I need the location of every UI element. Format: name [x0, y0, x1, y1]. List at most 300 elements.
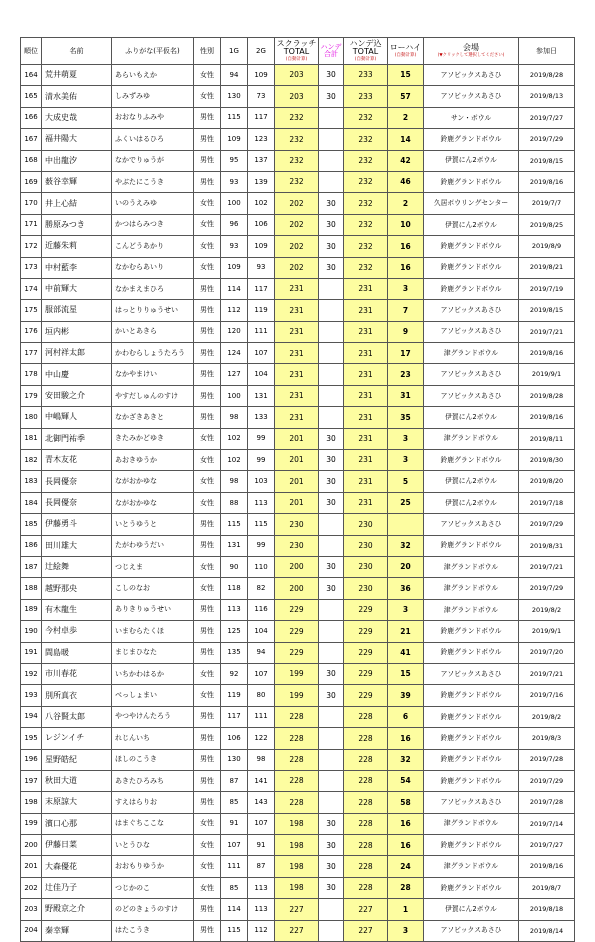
cell-venue[interactable]: 伊賀にん2ボウル	[424, 214, 519, 235]
cell-handicap	[319, 728, 344, 749]
cell-name: 荒井萌夏	[42, 65, 112, 86]
cell-sex: 男性	[194, 749, 221, 770]
cell-game2: 91	[248, 835, 275, 856]
cell-sex: 男性	[194, 899, 221, 920]
header-venue-label: 会場	[463, 42, 479, 52]
cell-lohi: 9	[388, 321, 424, 342]
cell-scratch-total: 231	[275, 300, 319, 321]
cell-game2: 113	[248, 899, 275, 920]
table-row	[21, 407, 575, 428]
cell-rank: 198	[21, 792, 42, 813]
cell-handicap: 30	[319, 471, 344, 492]
cell-date: 2019/8/16	[519, 407, 575, 428]
cell-date: 2019/8/28	[519, 385, 575, 406]
cell-name: 末原諒大	[42, 792, 112, 813]
header-venue-note: (▼クリックして選択してください)	[437, 52, 505, 58]
cell-rank: 166	[21, 107, 42, 128]
cell-venue[interactable]: 鈴鹿グランドボウル	[424, 877, 519, 898]
cell-lohi: 5	[388, 471, 424, 492]
cell-venue[interactable]: 鈴鹿グランドボウル	[424, 450, 519, 471]
cell-rank: 172	[21, 236, 42, 257]
cell-venue[interactable]: 鈴鹿グランドボウル	[424, 835, 519, 856]
cell-sex: 男性	[194, 321, 221, 342]
cell-venue[interactable]: 津グランドボウル	[424, 856, 519, 877]
table-row	[21, 920, 575, 941]
cell-name: レジンイチ	[42, 728, 112, 749]
cell-venue[interactable]: 鈴鹿グランドボウル	[424, 278, 519, 299]
cell-venue[interactable]: 鈴鹿グランドボウル	[424, 770, 519, 791]
cell-lohi: 2	[388, 107, 424, 128]
cell-date: 2019/7/19	[519, 278, 575, 299]
table-row	[21, 792, 575, 813]
cell-venue[interactable]: 鈴鹿グランドボウル	[424, 685, 519, 706]
cell-name: 有木龍生	[42, 599, 112, 620]
cell-venue[interactable]: 鈴鹿グランドボウル	[424, 642, 519, 663]
cell-handicap: 30	[319, 86, 344, 107]
cell-name: 近藤朱莉	[42, 236, 112, 257]
cell-handicap-total: 231	[344, 321, 388, 342]
cell-lohi: 42	[388, 150, 424, 171]
cell-date: 2019/8/11	[519, 428, 575, 449]
cell-handicap-total: 231	[344, 407, 388, 428]
cell-rank: 179	[21, 385, 42, 406]
cell-handicap	[319, 599, 344, 620]
cell-rank: 171	[21, 214, 42, 235]
cell-game1: 106	[221, 728, 248, 749]
cell-lohi: 1	[388, 899, 424, 920]
cell-game2: 109	[248, 236, 275, 257]
cell-date: 2019/8/16	[519, 856, 575, 877]
cell-scratch-total: 203	[275, 86, 319, 107]
cell-date: 2019/8/31	[519, 535, 575, 556]
cell-date: 2019/7/21	[519, 556, 575, 577]
cell-venue[interactable]: 鈴鹿グランドボウル	[424, 236, 519, 257]
table-row	[21, 364, 575, 385]
cell-lohi: 24	[388, 856, 424, 877]
cell-venue[interactable]: 久居ボウリングセンター	[424, 193, 519, 214]
cell-game1: 114	[221, 278, 248, 299]
cell-game1: 91	[221, 813, 248, 834]
cell-venue[interactable]: 伊賀にん2ボウル	[424, 150, 519, 171]
cell-date: 2019/7/29	[519, 770, 575, 791]
cell-kana: いのうえみゆ	[112, 193, 194, 214]
cell-scratch-total: 229	[275, 642, 319, 663]
cell-scratch-total: 201	[275, 450, 319, 471]
cell-sex: 男性	[194, 107, 221, 128]
cell-name: 青木友花	[42, 450, 112, 471]
cell-venue[interactable]: 鈴鹿グランドボウル	[424, 706, 519, 727]
cell-lohi: 16	[388, 257, 424, 278]
table-row	[21, 899, 575, 920]
header-handicap-total	[344, 38, 388, 65]
cell-rank: 184	[21, 492, 42, 513]
cell-handicap	[319, 343, 344, 364]
cell-game1: 93	[221, 236, 248, 257]
cell-lohi: 7	[388, 300, 424, 321]
cell-lohi: 57	[388, 86, 424, 107]
cell-game2: 110	[248, 556, 275, 577]
cell-rank: 190	[21, 621, 42, 642]
cell-game1: 130	[221, 749, 248, 770]
cell-kana: たがわゆうだい	[112, 535, 194, 556]
cell-handicap: 30	[319, 556, 344, 577]
cell-name: 中前輝大	[42, 278, 112, 299]
cell-rank: 182	[21, 450, 42, 471]
cell-date: 2019/7/20	[519, 642, 575, 663]
cell-venue[interactable]: 鈴鹿グランドボウル	[424, 257, 519, 278]
cell-venue[interactable]: 伊賀にん2ボウル	[424, 407, 519, 428]
cell-kana: あらいもえか	[112, 65, 194, 86]
cell-handicap	[319, 150, 344, 171]
cell-name: 辻佳乃子	[42, 877, 112, 898]
header-handicap	[319, 38, 344, 65]
cell-date: 2019/7/27	[519, 107, 575, 128]
cell-kana: なかまえまひろ	[112, 278, 194, 299]
cell-kana: おおなりふみや	[112, 107, 194, 128]
cell-sex: 男性	[194, 278, 221, 299]
cell-game2: 104	[248, 621, 275, 642]
table-row	[21, 663, 575, 684]
cell-rank: 187	[21, 556, 42, 577]
cell-date: 2019/7/28	[519, 749, 575, 770]
cell-lohi: 3	[388, 278, 424, 299]
cell-scratch-total: 232	[275, 107, 319, 128]
cell-game2: 82	[248, 578, 275, 599]
cell-scratch-total: 200	[275, 578, 319, 599]
cell-venue[interactable]: 伊賀にん2ボウル	[424, 899, 519, 920]
cell-sex: 男性	[194, 407, 221, 428]
cell-rank: 177	[21, 343, 42, 364]
cell-lohi	[388, 514, 424, 535]
header-sex: 性別	[194, 38, 221, 65]
cell-sex: 男性	[194, 770, 221, 791]
cell-rank: 174	[21, 278, 42, 299]
cell-game2: 73	[248, 86, 275, 107]
cell-kana: まじまひなた	[112, 642, 194, 663]
cell-kana: いちかわはるか	[112, 663, 194, 684]
table-row	[21, 343, 575, 364]
cell-sex: 男性	[194, 514, 221, 535]
cell-venue[interactable]: アソビックスあさひ	[424, 86, 519, 107]
cell-game2: 133	[248, 407, 275, 428]
cell-kana: やつやけんたろう	[112, 706, 194, 727]
cell-game2: 117	[248, 278, 275, 299]
cell-game2: 80	[248, 685, 275, 706]
cell-handicap-total: 232	[344, 236, 388, 257]
cell-lohi: 15	[388, 65, 424, 86]
cell-venue[interactable]: アソビックスあさひ	[424, 65, 519, 86]
cell-handicap	[319, 535, 344, 556]
cell-scratch-total: 199	[275, 685, 319, 706]
cell-venue[interactable]: 津グランドボウル	[424, 578, 519, 599]
cell-handicap-total: 232	[344, 129, 388, 150]
cell-date: 2019/8/15	[519, 300, 575, 321]
cell-venue[interactable]: 鈴鹿グランドボウル	[424, 728, 519, 749]
cell-handicap	[319, 920, 344, 941]
cell-sex: 女性	[194, 492, 221, 513]
cell-sex: 女性	[194, 663, 221, 684]
cell-handicap-total: 231	[344, 450, 388, 471]
cell-game2: 116	[248, 599, 275, 620]
cell-lohi: 23	[388, 364, 424, 385]
cell-lohi: 28	[388, 877, 424, 898]
cell-name: 長岡優奈	[42, 471, 112, 492]
table-row	[21, 450, 575, 471]
cell-name: 野殿京之介	[42, 899, 112, 920]
cell-name: 中山慶	[42, 364, 112, 385]
cell-handicap-total: 232	[344, 257, 388, 278]
cell-kana: はっとりりゅうせい	[112, 300, 194, 321]
cell-handicap-total: 228	[344, 835, 388, 856]
cell-lohi: 21	[388, 621, 424, 642]
cell-rank: 185	[21, 514, 42, 535]
cell-rank: 180	[21, 407, 42, 428]
cell-game1: 109	[221, 257, 248, 278]
cell-kana: つじえま	[112, 556, 194, 577]
cell-game2: 99	[248, 535, 275, 556]
cell-scratch-total: 201	[275, 471, 319, 492]
cell-kana: ふくいはるひろ	[112, 129, 194, 150]
cell-venue[interactable]: 鈴鹿グランドボウル	[424, 749, 519, 770]
ranking-table	[20, 37, 575, 942]
cell-handicap-total: 231	[344, 385, 388, 406]
cell-sex: 男性	[194, 599, 221, 620]
table-row	[21, 856, 575, 877]
cell-handicap	[319, 129, 344, 150]
cell-venue[interactable]: アソビックスあさひ	[424, 792, 519, 813]
cell-handicap-total: 230	[344, 514, 388, 535]
cell-date: 2019/8/3	[519, 728, 575, 749]
table-row	[21, 835, 575, 856]
cell-kana: つじかのこ	[112, 877, 194, 898]
table-row	[21, 492, 575, 513]
cell-lohi: 3	[388, 599, 424, 620]
cell-kana: いとうゆうと	[112, 514, 194, 535]
cell-venue[interactable]: 津グランドボウル	[424, 813, 519, 834]
cell-game2: 143	[248, 792, 275, 813]
cell-name: 伊藤日菜	[42, 835, 112, 856]
cell-rank: 202	[21, 877, 42, 898]
cell-kana: はたこうき	[112, 920, 194, 941]
cell-name: 中村藍李	[42, 257, 112, 278]
cell-game2: 111	[248, 706, 275, 727]
cell-scratch-total: 229	[275, 599, 319, 620]
cell-venue[interactable]: アソビックスあさひ	[424, 514, 519, 535]
cell-game2: 103	[248, 471, 275, 492]
cell-name: 八谷賢太郎	[42, 706, 112, 727]
cell-game2: 93	[248, 257, 275, 278]
cell-sex: 女性	[194, 450, 221, 471]
cell-game2: 119	[248, 300, 275, 321]
cell-scratch-total: 198	[275, 856, 319, 877]
cell-venue[interactable]: アソビックスあさひ	[424, 920, 519, 941]
cell-name: 清水美佑	[42, 86, 112, 107]
cell-kana: かいとあきら	[112, 321, 194, 342]
cell-rank: 203	[21, 899, 42, 920]
cell-game1: 102	[221, 428, 248, 449]
cell-venue[interactable]: 津グランドボウル	[424, 343, 519, 364]
cell-sex: 男性	[194, 642, 221, 663]
cell-handicap: 30	[319, 492, 344, 513]
cell-scratch-total: 198	[275, 877, 319, 898]
cell-venue[interactable]: アソビックスあさひ	[424, 663, 519, 684]
table-row	[21, 150, 575, 171]
cell-kana: あきたひろみち	[112, 770, 194, 791]
cell-game2: 139	[248, 171, 275, 192]
cell-game2: 117	[248, 107, 275, 128]
cell-handicap	[319, 171, 344, 192]
cell-name: 中出龍汐	[42, 150, 112, 171]
cell-kana: ながおかゆな	[112, 471, 194, 492]
cell-handicap-total: 230	[344, 535, 388, 556]
cell-venue[interactable]: 津グランドボウル	[424, 599, 519, 620]
cell-sex: 女性	[194, 877, 221, 898]
cell-venue[interactable]: アソビックスあさひ	[424, 321, 519, 342]
cell-venue[interactable]: アソビックスあさひ	[424, 364, 519, 385]
cell-handicap-total: 228	[344, 792, 388, 813]
cell-handicap	[319, 899, 344, 920]
table-row	[21, 278, 575, 299]
cell-venue[interactable]: アソビックスあさひ	[424, 385, 519, 406]
cell-handicap	[319, 107, 344, 128]
cell-date: 2019/7/16	[519, 685, 575, 706]
table-row	[21, 877, 575, 898]
cell-kana: のどのきょうのすけ	[112, 899, 194, 920]
cell-game1: 111	[221, 856, 248, 877]
cell-game2: 98	[248, 749, 275, 770]
cell-sex: 女性	[194, 471, 221, 492]
cell-date: 2019/8/7	[519, 877, 575, 898]
header-handicap-total-note: (自動計算)	[354, 56, 377, 62]
cell-scratch-total: 231	[275, 321, 319, 342]
cell-date: 2019/7/29	[519, 578, 575, 599]
cell-venue[interactable]: 伊賀にん2ボウル	[424, 471, 519, 492]
cell-date: 2019/8/28	[519, 65, 575, 86]
cell-name: 服部流星	[42, 300, 112, 321]
cell-sex: 男性	[194, 150, 221, 171]
cell-date: 2019/9/1	[519, 364, 575, 385]
cell-game2: 115	[248, 514, 275, 535]
header-scratch-line1: スクラッチ	[276, 38, 317, 48]
cell-game1: 100	[221, 385, 248, 406]
table-row	[21, 706, 575, 727]
cell-handicap: 30	[319, 578, 344, 599]
cell-venue[interactable]: 伊賀にん2ボウル	[424, 492, 519, 513]
cell-scratch-total: 202	[275, 193, 319, 214]
cell-rank: 186	[21, 535, 42, 556]
cell-date: 2019/8/14	[519, 920, 575, 941]
cell-game2: 87	[248, 856, 275, 877]
cell-rank: 196	[21, 749, 42, 770]
cell-rank: 188	[21, 578, 42, 599]
cell-date: 2019/8/15	[519, 150, 575, 171]
cell-sex: 男性	[194, 706, 221, 727]
table-row	[21, 556, 575, 577]
cell-venue[interactable]: 津グランドボウル	[424, 556, 519, 577]
cell-sex: 女性	[194, 214, 221, 235]
cell-kana: やぶたにこうき	[112, 171, 194, 192]
cell-lohi: 17	[388, 343, 424, 364]
cell-handicap	[319, 300, 344, 321]
cell-date: 2019/8/21	[519, 257, 575, 278]
cell-scratch-total: 230	[275, 535, 319, 556]
cell-game2: 113	[248, 492, 275, 513]
cell-name: 安田駿之介	[42, 385, 112, 406]
cell-venue[interactable]: アソビックスあさひ	[424, 300, 519, 321]
table-row	[21, 107, 575, 128]
cell-rank: 189	[21, 599, 42, 620]
cell-venue[interactable]: 鈴鹿グランドボウル	[424, 171, 519, 192]
table-row	[21, 257, 575, 278]
cell-rank: 197	[21, 770, 42, 791]
cell-sex: 女性	[194, 257, 221, 278]
cell-scratch-total: 201	[275, 492, 319, 513]
cell-name: 薮谷幸輝	[42, 171, 112, 192]
cell-game2: 123	[248, 129, 275, 150]
header-handicap-line2: 合計	[324, 50, 338, 58]
cell-handicap-total: 232	[344, 214, 388, 235]
cell-game2: 107	[248, 663, 275, 684]
cell-sex: 男性	[194, 171, 221, 192]
table-row	[21, 770, 575, 791]
table-row	[21, 236, 575, 257]
cell-kana: いまむらたくほ	[112, 621, 194, 642]
cell-lohi: 35	[388, 407, 424, 428]
cell-handicap: 30	[319, 813, 344, 834]
cell-venue[interactable]: 鈴鹿グランドボウル	[424, 621, 519, 642]
cell-game2: 141	[248, 770, 275, 791]
cell-game1: 85	[221, 877, 248, 898]
cell-rank: 191	[21, 642, 42, 663]
cell-kana: こんどうあかり	[112, 236, 194, 257]
cell-game1: 88	[221, 492, 248, 513]
cell-sex: 男性	[194, 920, 221, 941]
cell-sex: 男性	[194, 364, 221, 385]
cell-lohi: 25	[388, 492, 424, 513]
cell-name: 伊藤勇斗	[42, 514, 112, 535]
cell-venue[interactable]: 津グランドボウル	[424, 428, 519, 449]
cell-kana: かわむらしょうたろう	[112, 343, 194, 364]
table-row	[21, 642, 575, 663]
cell-scratch-total: 227	[275, 920, 319, 941]
cell-scratch-total: 202	[275, 257, 319, 278]
cell-date: 2019/8/9	[519, 236, 575, 257]
cell-venue[interactable]: 鈴鹿グランドボウル	[424, 535, 519, 556]
cell-handicap: 30	[319, 663, 344, 684]
cell-game1: 94	[221, 65, 248, 86]
cell-rank: 168	[21, 150, 42, 171]
cell-name: 垣内彬	[42, 321, 112, 342]
header-lohi	[388, 38, 424, 65]
cell-kana: れじんいち	[112, 728, 194, 749]
cell-kana: なかでりゅうが	[112, 150, 194, 171]
cell-handicap	[319, 278, 344, 299]
cell-date: 2019/7/18	[519, 492, 575, 513]
cell-handicap-total: 231	[344, 492, 388, 513]
cell-venue[interactable]: 鈴鹿グランドボウル	[424, 129, 519, 150]
cell-game1: 127	[221, 364, 248, 385]
cell-handicap: 30	[319, 214, 344, 235]
cell-sex: 女性	[194, 813, 221, 834]
cell-date: 2019/8/2	[519, 599, 575, 620]
cell-name: 長岡優奈	[42, 492, 112, 513]
cell-sex: 女性	[194, 856, 221, 877]
cell-handicap-total: 232	[344, 150, 388, 171]
cell-game1: 90	[221, 556, 248, 577]
cell-handicap: 30	[319, 236, 344, 257]
cell-venue[interactable]: サン・ボウル	[424, 107, 519, 128]
cell-name: 別所真衣	[42, 685, 112, 706]
